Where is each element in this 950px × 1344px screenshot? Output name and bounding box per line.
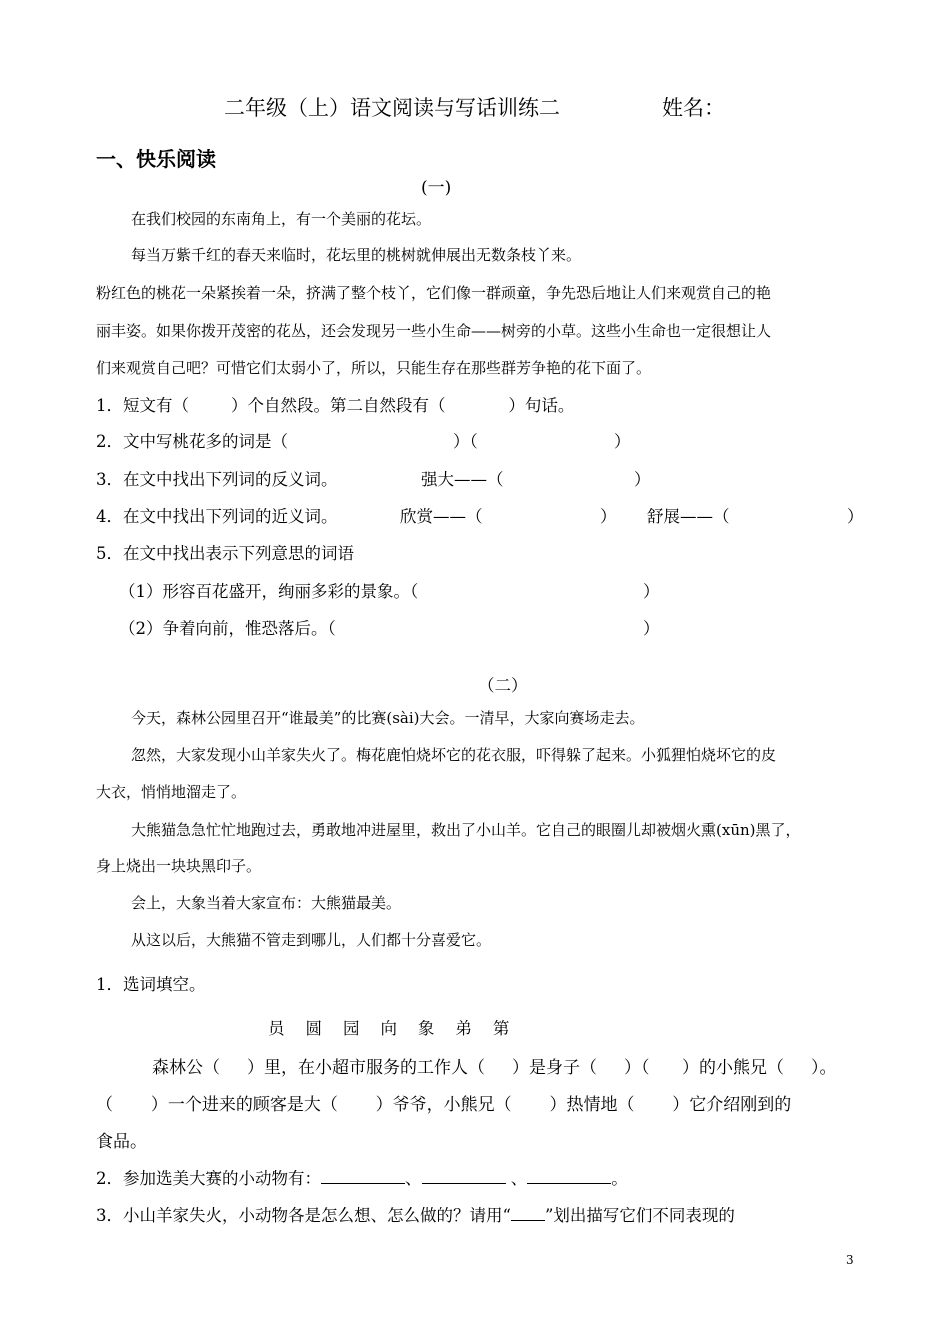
word-bank: 员 圆 园 向 象 弟 第 bbox=[268, 1019, 510, 1038]
passage-line: 大熊猫急急忙忙地跑过去，勇敢地冲进屋里，救出了小山羊。它自己的眼圈儿却被烟火熏(xūn)黑了， bbox=[131, 821, 801, 839]
question-5-1-bracket: ） bbox=[643, 582, 660, 601]
question-2-bracket: ）（ bbox=[453, 432, 478, 451]
passage-line: 会上，大象当着大家宣布：大熊猫最美。 bbox=[131, 894, 402, 912]
answer-blank[interactable] bbox=[422, 1167, 506, 1184]
question-3: 3．在文中找出下列词的反义词。 bbox=[96, 470, 338, 489]
fill-line: （ ）一个进来的顾客是大（ ）爷爷，小熊兄（ ）热情地（ ）它介绍刚到的 bbox=[96, 1095, 792, 1115]
question-1-fill: 1．选词填空。 bbox=[96, 975, 206, 994]
passage-line: 在我们校园的东南角上，有一个美丽的花坛。 bbox=[131, 210, 432, 228]
page-title: 二年级（上）语文阅读与写话训练二 bbox=[224, 96, 560, 120]
question-5-2: （2）争着向前，惟恐落后。（ bbox=[119, 619, 336, 638]
question-3-underline bbox=[96, 1202, 735, 1226]
passage-line: 今天，森林公园里召开“谁最美”的比赛(sài)大会。一清早，大家向赛场走去。 bbox=[131, 709, 645, 727]
underline-sample bbox=[511, 1204, 545, 1221]
fill-line: 食品。 bbox=[96, 1132, 147, 1152]
question-5: 5．在文中找出表示下列意思的词语 bbox=[96, 544, 354, 563]
question-2-bracket: ） bbox=[614, 432, 631, 451]
passage-line: 大衣，悄悄地溜走了。 bbox=[96, 783, 247, 801]
page-number: 3 bbox=[846, 1253, 854, 1267]
answer-blank[interactable] bbox=[527, 1167, 611, 1184]
question-2-text: 2．参加选美大赛的小动物有： bbox=[96, 1169, 321, 1188]
period: 。 bbox=[611, 1169, 628, 1188]
passage-line: 每当万紫千红的春天来临时，花坛里的桃树就伸展出无数条枝丫来。 bbox=[131, 246, 582, 264]
question-5-1: （1）形容百花盛开，绚丽多彩的景象。（ bbox=[119, 582, 419, 601]
fill-line: 森林公（ ）里，在小超市服务的工作人（ ）是身子（ ）（ ）的小熊兄（ ）。 bbox=[152, 1058, 837, 1078]
question-1: 1．短文有（ ）个自然段。第二自然段有（ ）句话。 bbox=[96, 396, 575, 415]
answer-blank[interactable] bbox=[321, 1167, 405, 1184]
question-5-2-bracket: ） bbox=[643, 619, 660, 638]
name-label: 姓名： bbox=[662, 96, 725, 120]
passage-line: 从这以后，大熊猫不管走到哪儿，人们都十分喜爱它。 bbox=[131, 931, 492, 949]
passage-line: 们来观赏自己吧？可惜它们太弱小了，所以，只能生存在那些群芳争艳的花下面了。 bbox=[96, 359, 652, 377]
question-2-animals bbox=[96, 1165, 628, 1189]
question-4-bracket: ） bbox=[847, 507, 864, 526]
question-2: 2．文中写桃花多的词是（ bbox=[96, 432, 288, 451]
passage-line: 忽然，大家发现小山羊家失火了。梅花鹿怕烧坏它的花衣服，吓得躲了起来。小狐狸怕烧坏它的皮 bbox=[131, 746, 777, 764]
passage-line: 丽丰姿。如果你拨开茂密的花丛，还会发现另一些小生命——树旁的小草。这些小生命也一定很想让人 bbox=[96, 322, 772, 340]
separator: 、 bbox=[405, 1169, 422, 1188]
part-one-label: (一) bbox=[421, 178, 452, 198]
section-heading: 一、快乐阅读 bbox=[96, 147, 216, 171]
part-two-label: （二） bbox=[478, 676, 528, 695]
passage-line: 粉红色的桃花一朵紧挨着一朵，挤满了整个枝丫，它们像一群顽童，争先恐后地让人们来观赏自己的艳 bbox=[96, 284, 772, 302]
passage-line: 身上烧出一块块黑印子。 bbox=[96, 857, 262, 875]
separator: 、 bbox=[505, 1169, 528, 1188]
question-3-bracket: ） bbox=[634, 470, 651, 489]
question-4-word-a: 欣赏——（ bbox=[400, 507, 483, 526]
question-3-text: 3．小山羊家失火，小动物各是怎么想、怎么做的？请用“ bbox=[96, 1206, 511, 1225]
question-4-word-b: 舒展——（ bbox=[647, 507, 730, 526]
question-3-word: 强大——（ bbox=[421, 470, 504, 489]
question-4: 4．在文中找出下列词的近义词。 bbox=[96, 507, 338, 526]
question-3-text-end: ”划出描写它们不同表现的 bbox=[544, 1206, 735, 1225]
question-4-bracket: ） bbox=[600, 507, 617, 526]
